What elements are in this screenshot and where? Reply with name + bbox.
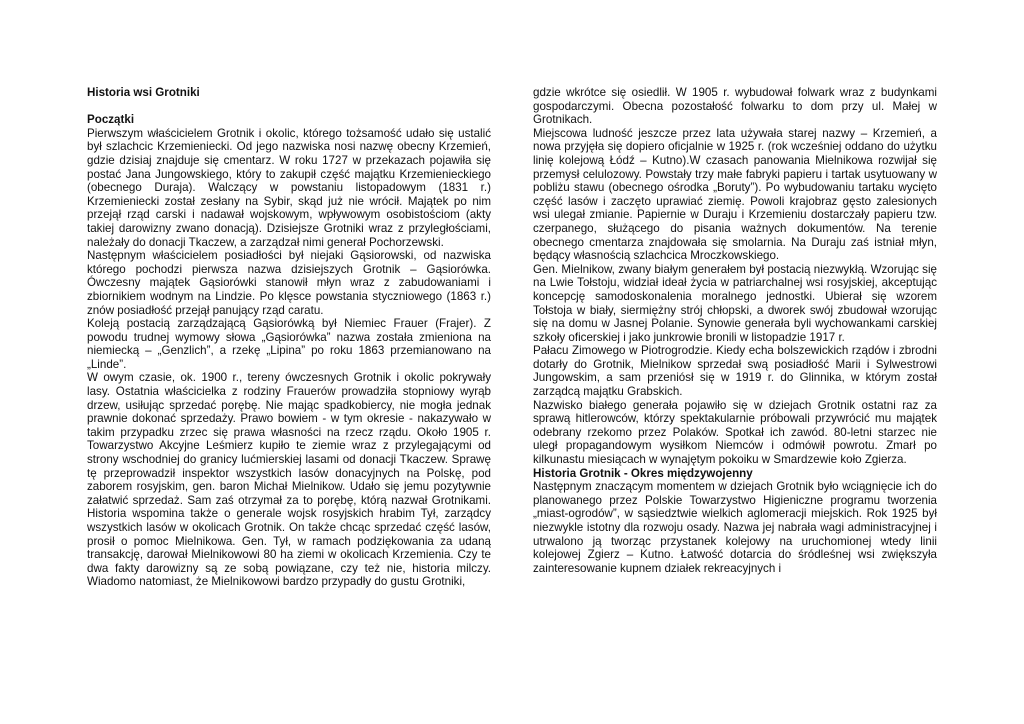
paragraph: Następnym znaczącym momentem w dziejach Grotnik było wciągnięcie ich do planowanego przez Polskie Towarzystwo Higieniczne programu tworzenia „miast-ogrodów”, w sąsiedztwie wielkich aglomeracji miejskich. Rok 1925 był niezwykle istotny dla rozwoju osady. Nazwa jej nabrała wagi administracyjnej i utrwalono ją tworząc przystanek kolejowy na uruchomionej wtedy linii kolejowej Zgierz – Kutno. Łatwość dotarcia do śródleśnej wsi zwiększyła zainteresowanie kupnem działek rekreacyjnych i <box>533 480 937 575</box>
paragraph: Pałacu Zimowego w Piotrogrodzie. Kiedy echa bolszewickich rządów i zbrodni dotarły do Grotnik, Mielnikow sprzedał swą posiadłość Marii i Sylwestrowi Jungowskim, a sam przeniósł się w 1919 r. do Glinnika, w którym został zarządcą majątku Grabskich. <box>533 344 937 399</box>
paragraph: Następnym właścicielem posiadłości był niejaki Gąsiorowski, od nazwiska którego pochodzi pierwsza nazwa dzisiejszych Grotnik – Gąsiorówka. Ówczesny majątek Gąsiorówki stanowił młyn wraz z zabudowaniami i zbiornikiem wodnym na Lindzie. Po klęsce powstania styczniowego (1863 r.) znów posiadłość przejął panujący rząd caratu. <box>87 249 491 317</box>
paragraph: Miejscowa ludność jeszcze przez lata używała starej nazwy – Krzemień, a nowa przyjęła się dopiero oficjalnie w 1925 r. (rok wcześniej oddano do użytku linię kolejową Łódź – Kutno).W czasach panowania Mielnikowa rozwijał się przemysł celulozowy. Powstały trzy małe fabryki papieru i tartak usytuowany w pobliżu stawu (obecnego ośrodka „Boruty”). Po wybudowaniu tartaku wycięto część lasów i zaczęto uprawiać ziemię. Powoli krajobraz gęsto zalesionych wsi ulegał zmianie. Papiernie w Duraju i Krzemieniu dostarczały papieru tzw. czerpanego, służącego do pisania ważnych dokumentów. Na terenie obecnego cmentarza znajdowała się smolarnia. Na Duraju zaś istniał młyn, będący własnością szlachcica Mroczkowskiego. <box>533 126 937 263</box>
paragraph: Nazwisko białego generała pojawiło się w dziejach Grotnik ostatni raz za sprawą hitlerowców, którzy spektakularnie próbowali przywrócić mu majątek odebrany rzekomo przez Polaków. Spotkał ich zawód. 80-letni starzec nie uległ propagandowym wysiłkom Niemców i odmówił powrotu. Zmarł po kilkunastu miesiącach w wynajętym pokoiku w Smardzewie koło Zgierza. <box>533 398 937 467</box>
blank-line <box>87 100 491 114</box>
paragraph: gdzie wkrótce się osiedlił. W 1905 r. wybudował folwark wraz z budynkami gospodarczymi. Obecna pozostałość folwarku to dom przy ul. Małej w Grotnikach. <box>533 86 937 127</box>
paragraph: W owym czasie, ok. 1900 r., tereny ówczesnych Grotnik i okolic pokrywały lasy. Ostatnia właścicielka z rodziny Frauerów prowadziła stopniowy wyrąb drzew, usiłując sprzedać porębę. Nie mając spadkobiercy, nie mogła jednak prawnie dokonać sprzedaży. Prawo bowiem - w tym okresie - nakazywało w takim przypadku zrzec się prawa własności na rzecz rządu. Około 1905 r. Towarzystwo Akcyjne Leśmierz kupiło te ziemie wraz z przylegającymi od strony wschodniej do granicy lućmierskiej lasami od donacji Tkaczew. Sprawę tę przeprowadził inspektor wszystkich lasów donacyjnych na Polskę, pod zaborem rosyjskim, gen. baron Michał Mielnikow. Udało się jemu pozytywnie załatwić sprzedaż. Sam zaś otrzymał za to porębę, którą nazwał Grotnikami. Historia wspomina także o generale wojsk rosyjskich hrabim Tył, zarządcy wszystkich lasów w okolicach Grotnik. On także chcąc sprzedać część lasów, prosił o pomoc Mielnikowa. Gen. Tył, w ramach podziękowania za udaną transakcję, darował Mielnikowowi 80 ha ziemi w okolicach Krzemienia. Czy te dwa fakty darowizny są ze sobą powiązane, czy też nie, historia milczy. Wiadomo natomiast, że Mielnikowowi bardzo przypadły do gustu Grotniki, <box>87 371 491 589</box>
paragraph: Gen. Mielnikow, zwany białym generałem był postacią niezwykłą. Wzorując się na Lwie Tołstoju, widział ideał życia w patriarchalnej wsi rosyjskiej, akceptując koncepcję samodoskonalenia moralnego jednostki. Ubierał się wzorem Tołstoja w biały, siermiężny strój chłopski, a dworek swój zbudował wzorując się na domu w Jasnej Polanie. Synowie generała byli wychowankami carskiej szkoły oficerskiej i jako junkrowie bronili w listopadzie 1917 r. <box>533 262 937 344</box>
left-column <box>87 86 491 589</box>
paragraph: Koleją postacią zarządzającą Gąsiorówką był Niemiec Frauer (Frajer). Z powodu trudnej wymowy słowa „Gąsiorówka” nazwa została zmieniona na niemiecką – „Genzlich”, a rzekę „Lipina” po roku 1863 przemianowano na „Linde”. <box>87 317 491 371</box>
section-heading-beginnings: Początki <box>87 113 135 127</box>
section-heading-interwar: Historia Grotnik - Okres międzywojenny <box>533 466 753 480</box>
paragraph: Pierwszym właścicielem Grotnik i okolic, którego tożsamość udało się ustalić był szlachcic Krzemieniecki. Od jego nazwiska nosi nazwę obecny Krzemień, gdzie dzisiaj znajduje się cmentarz. W roku 1727 w przekazach pojawiła się postać Jana Jungowskiego, który to zakupił część majątku Krzemienieckiego (obecnego Duraja). Walczący w powstaniu listopadowym (1831 r.) Krzemieniecki został zesłany na Sybir, skąd już nie wrócił. Majątek po nim przejął rząd carski i nadawał wojskowym, wpływowym osobistościom (akty takiej darowizny zwano donacją). Dzisiejsze Grotniki wraz z przyległościami, należały do donacji Tkaczew, a zarządzał nimi generał Pochorzewski. <box>87 126 491 249</box>
document-title: Historia wsi Grotniki <box>87 86 200 99</box>
right-column <box>533 86 937 575</box>
